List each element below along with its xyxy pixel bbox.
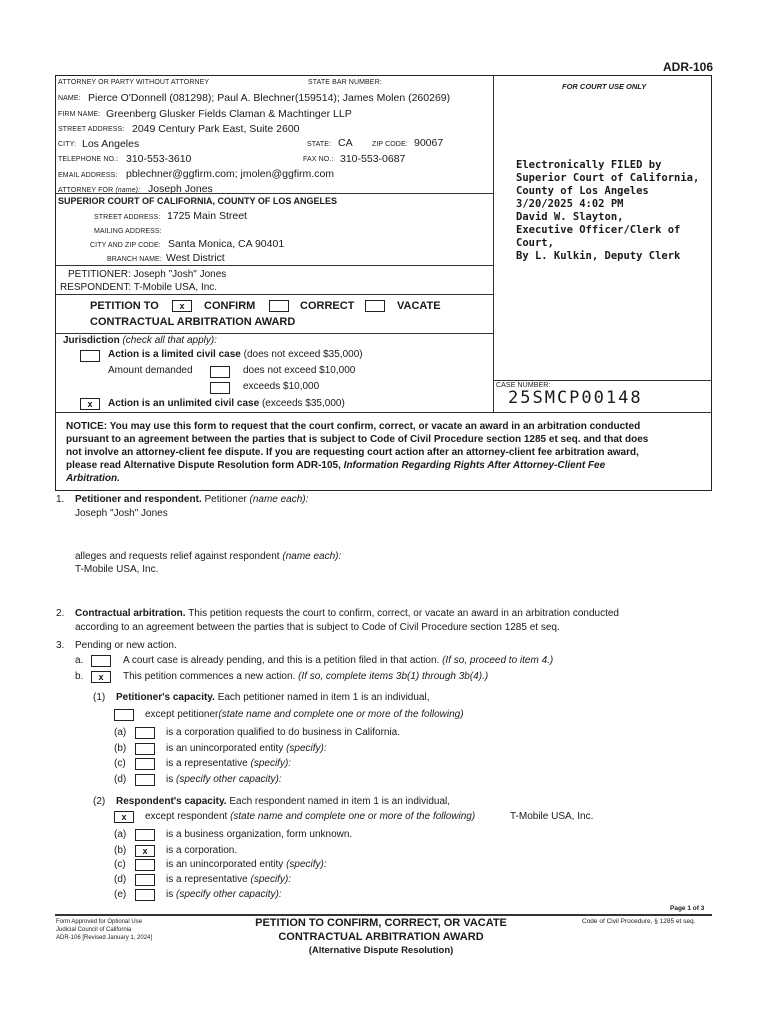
new-action-checkbox[interactable]: x xyxy=(91,671,111,683)
confirm-checkbox[interactable]: x xyxy=(172,300,192,312)
petitioner-capacity-heading: Petitioner's capacity. Each petitioner named in item 1 is an individual, xyxy=(116,692,430,703)
petitioner-representative-checkbox[interactable] xyxy=(135,758,155,770)
court-street: 1725 Main Street xyxy=(167,210,247,222)
except-petitioner-label: except petitioner(state name and complete one or more of the following) xyxy=(145,709,464,720)
unlimited-civil-label: Action is an unlimited civil case (exceeds $35,000) xyxy=(108,398,345,409)
attorney-city: Los Angeles xyxy=(82,138,140,150)
unlimited-civil-checkbox[interactable]: x xyxy=(80,398,100,410)
footer-title: PETITION TO CONFIRM, CORRECT, OR VACATE CONTRACTUAL ARBITRATION AWARD (Alternative Dispute Resolution) xyxy=(255,917,507,956)
attorney-for-label: ATTORNEY FOR (name): xyxy=(58,187,141,194)
court-city: Santa Monica, CA 90401 xyxy=(168,238,285,250)
attorney-header-label: ATTORNEY OR PARTY WITHOUT ATTORNEY xyxy=(58,79,210,86)
court-title: SUPERIOR COURT OF CALIFORNIA, COUNTY OF LOS ANGELES xyxy=(58,196,338,206)
court-use-label: FOR COURT USE ONLY xyxy=(562,82,647,91)
page-number: Page 1 of 3 xyxy=(670,905,705,912)
amount-demanded-label: Amount demanded xyxy=(108,365,193,376)
attorney-phone: 310-553-3610 xyxy=(126,153,192,165)
respondent-other-checkbox[interactable] xyxy=(135,889,155,901)
item1-petitioner: Joseph "Josh" Jones xyxy=(75,508,168,519)
vacate-checkbox[interactable] xyxy=(365,300,385,312)
case-number-label: CASE NUMBER: xyxy=(496,382,551,389)
court-branch: West District xyxy=(166,252,225,264)
form-id: ADR-106 xyxy=(663,60,714,74)
vacate-label: VACATE xyxy=(397,300,441,312)
limited-civil-checkbox[interactable] xyxy=(80,350,100,362)
attorney-email: pblechner@ggfirm.com; jmolen@ggfirm.com xyxy=(126,168,335,180)
not-exceed-10000-checkbox[interactable] xyxy=(210,366,230,378)
item1-heading: Petitioner and respondent. Petitioner (name each): xyxy=(75,494,309,505)
attorney-for: Joseph Jones xyxy=(148,183,213,195)
firm-name: Greenberg Glusker Fields Claman & Machtinger LLP xyxy=(106,108,352,120)
item1-respondent: T-Mobile USA, Inc. xyxy=(75,564,159,575)
confirm-label: CONFIRM xyxy=(204,300,256,312)
case-pending-label: A court case is already pending, and this is a petition filed in that action. (If so, proceed to item 4.) xyxy=(123,655,554,666)
attorney-fax: 310-553-0687 xyxy=(340,153,406,165)
correct-checkbox[interactable] xyxy=(269,300,289,312)
attorney-street: 2049 Century Park East, Suite 2600 xyxy=(132,123,300,135)
item1-alleges: alleges and requests relief against respondent (name each): xyxy=(75,551,342,562)
petitioner-other-checkbox[interactable] xyxy=(135,774,155,786)
attorney-name: Pierce O'Donnell (081298); Paul A. Blechner(159514); James Molen (260269) xyxy=(88,92,451,104)
correct-label: CORRECT xyxy=(300,300,355,312)
petitioner-corporation-checkbox[interactable] xyxy=(135,727,155,739)
respondent-unincorporated-checkbox[interactable] xyxy=(135,859,155,871)
except-petitioner-checkbox[interactable] xyxy=(114,709,134,721)
exceeds-10000-checkbox[interactable] xyxy=(210,382,230,394)
except-respondent-value: T-Mobile USA, Inc. xyxy=(510,811,594,822)
except-respondent-checkbox[interactable]: x xyxy=(114,811,134,823)
petitioner-unincorporated-checkbox[interactable] xyxy=(135,743,155,755)
respondent-capacity-heading: Respondent's capacity. Each respondent named in item 1 is an individual, xyxy=(116,796,451,807)
state-bar-label: STATE BAR NUMBER: xyxy=(308,79,382,86)
case-number: 25SMCP00148 xyxy=(508,388,643,408)
jurisdiction-label: Jurisdiction (check all that apply): xyxy=(63,335,217,346)
notice: NOTICE: You may use this form to request that the court confirm, correct, or vacate an award in an arbitration conducted pursuant to an agreement between the parties that is subject to Code of Civil Procedure section 1285 et seq. and that does not involve an attorney-client fee dispute. If you are requesting court action after an attorney-client fee arbitration award, please read Alternative Dispute Resolution form ADR-105, Information Regarding Rights After Attorney-Client Fee Arbitration. xyxy=(66,421,649,484)
filed-stamp: Electronically FILED by Superior Court of California, County of Los Angeles 3/20/2025 4:02 PM David W. Slayton, Executive Officer/Clerk of Court, By L. Kulkin, Deputy Clerk xyxy=(516,159,700,262)
petitioner-line: PETITIONER: Joseph "Josh" Jones xyxy=(68,269,227,280)
attorney-zip: 90067 xyxy=(414,137,444,149)
respondent-corporation-checkbox[interactable]: x xyxy=(135,845,155,857)
attorney-state: CA xyxy=(338,137,353,149)
new-action-label: This petition commences a new action. (If so, complete items 3b(1) through 3b(4).) xyxy=(123,671,489,682)
respondent-line: RESPONDENT: T-Mobile USA, Inc. xyxy=(60,282,218,293)
column-divider xyxy=(493,75,494,412)
petition-title-line2: CONTRACTUAL ARBITRATION AWARD xyxy=(90,316,296,328)
item3-heading: Pending or new action. xyxy=(75,640,177,651)
footer-left: Form Approved for Optional Use Judicial Council of California ADR-106 [Revised January 1, 2024] xyxy=(56,919,153,941)
case-pending-checkbox[interactable] xyxy=(91,655,111,667)
limited-civil-label: Action is a limited civil case (does not exceed $35,000) xyxy=(108,349,363,360)
exceeds-10000-label: exceeds $10,000 xyxy=(243,381,320,392)
footer-right: Code of Civil Procedure, § 1285 et seq. xyxy=(582,918,696,925)
item2-text: Contractual arbitration. This petition requests the court to confirm, correct, or vacate an award in an arbitration conducted xyxy=(75,608,619,619)
respondent-business-org-checkbox[interactable] xyxy=(135,829,155,841)
not-exceed-10000-label: does not exceed $10,000 xyxy=(243,365,356,376)
except-respondent-label: except respondent (state name and complete one or more of the following) xyxy=(145,811,476,822)
respondent-representative-checkbox[interactable] xyxy=(135,874,155,886)
